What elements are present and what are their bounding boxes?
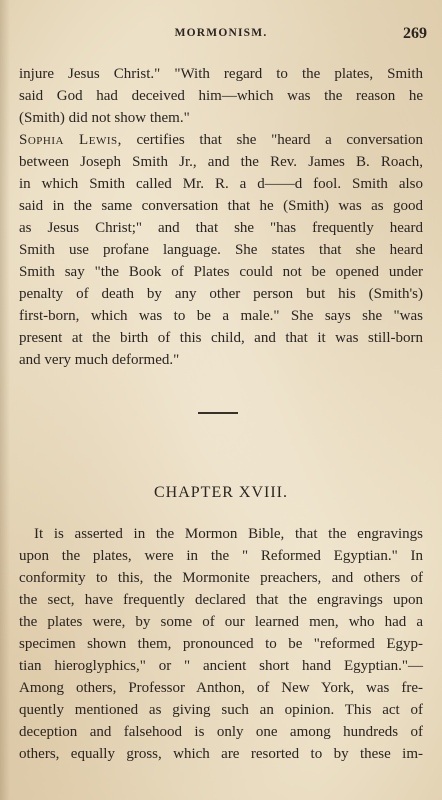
text-line: the plates were, by some of our learned men, who had a	[19, 614, 423, 630]
text-line: in which Smith called Mr. R. a d——d fool. Smith also	[19, 176, 423, 192]
text-line: upon the plates, were in the " Reformed Egyptian." In	[19, 548, 423, 564]
chapter-heading: CHAPTER XVIII.	[154, 484, 288, 501]
text-line: Smith use profane language. She states that she heard	[19, 242, 423, 258]
text-line: specimen shown them, pronounced to be "reformed Egyp-	[19, 636, 423, 652]
text-line: tian hieroglyphics," or " ancient short hand Egyptian."—	[19, 658, 423, 674]
text-line: others, equally gross, which are resorted to by these im-	[19, 746, 423, 762]
text-line: Among others, Professor Anthon, of New York, was fre-	[19, 680, 423, 696]
text-line	[19, 130, 423, 150]
text-line: and very much deformed."	[19, 352, 180, 368]
text-line: Smith say "the Book of Plates could not be opened under	[19, 264, 423, 280]
text-line: (Smith) did not show them."	[19, 110, 190, 126]
text-line: conformity to this, the Mormonite preachers, and others of	[19, 570, 423, 586]
text-line: injure Jesus Christ." "With regard to the plates, Smith	[19, 66, 423, 82]
text-line: present at the birth of this child, and that it was still-born	[19, 330, 423, 346]
text-line: penalty of death by any other person but his (Smith's)	[19, 286, 423, 302]
text-line: It is asserted in the Mormon Bible, that the engravings	[34, 526, 423, 542]
running-head	[0, 27, 442, 47]
section-divider	[198, 412, 238, 414]
text-line: the sect, have frequently declared that the engravings upon	[19, 592, 423, 608]
text-line: between Joseph Smith Jr., and the Rev. James B. Roach,	[19, 154, 423, 170]
running-title: MORMONISM.	[174, 27, 268, 39]
text-line-rest: certifies that she "heard a conversation	[136, 132, 424, 148]
text-line: deception and falsehood is only one among hundreds of	[19, 724, 423, 740]
witness-name: Sophia Lewis,	[19, 132, 122, 148]
text-line: as Jesus Christ;" and that she "has frequently heard	[19, 220, 423, 236]
text-line: said in the same conversation that he (Smith) was as good	[19, 198, 423, 214]
page-number: 269	[403, 25, 427, 42]
text-line: first-born, which was to be a male." She says she "was	[19, 308, 423, 324]
text-line: quently mentioned as giving such an opinion. This act of	[19, 702, 423, 718]
text-line: said God had deceived him—which was the reason he	[19, 88, 423, 104]
